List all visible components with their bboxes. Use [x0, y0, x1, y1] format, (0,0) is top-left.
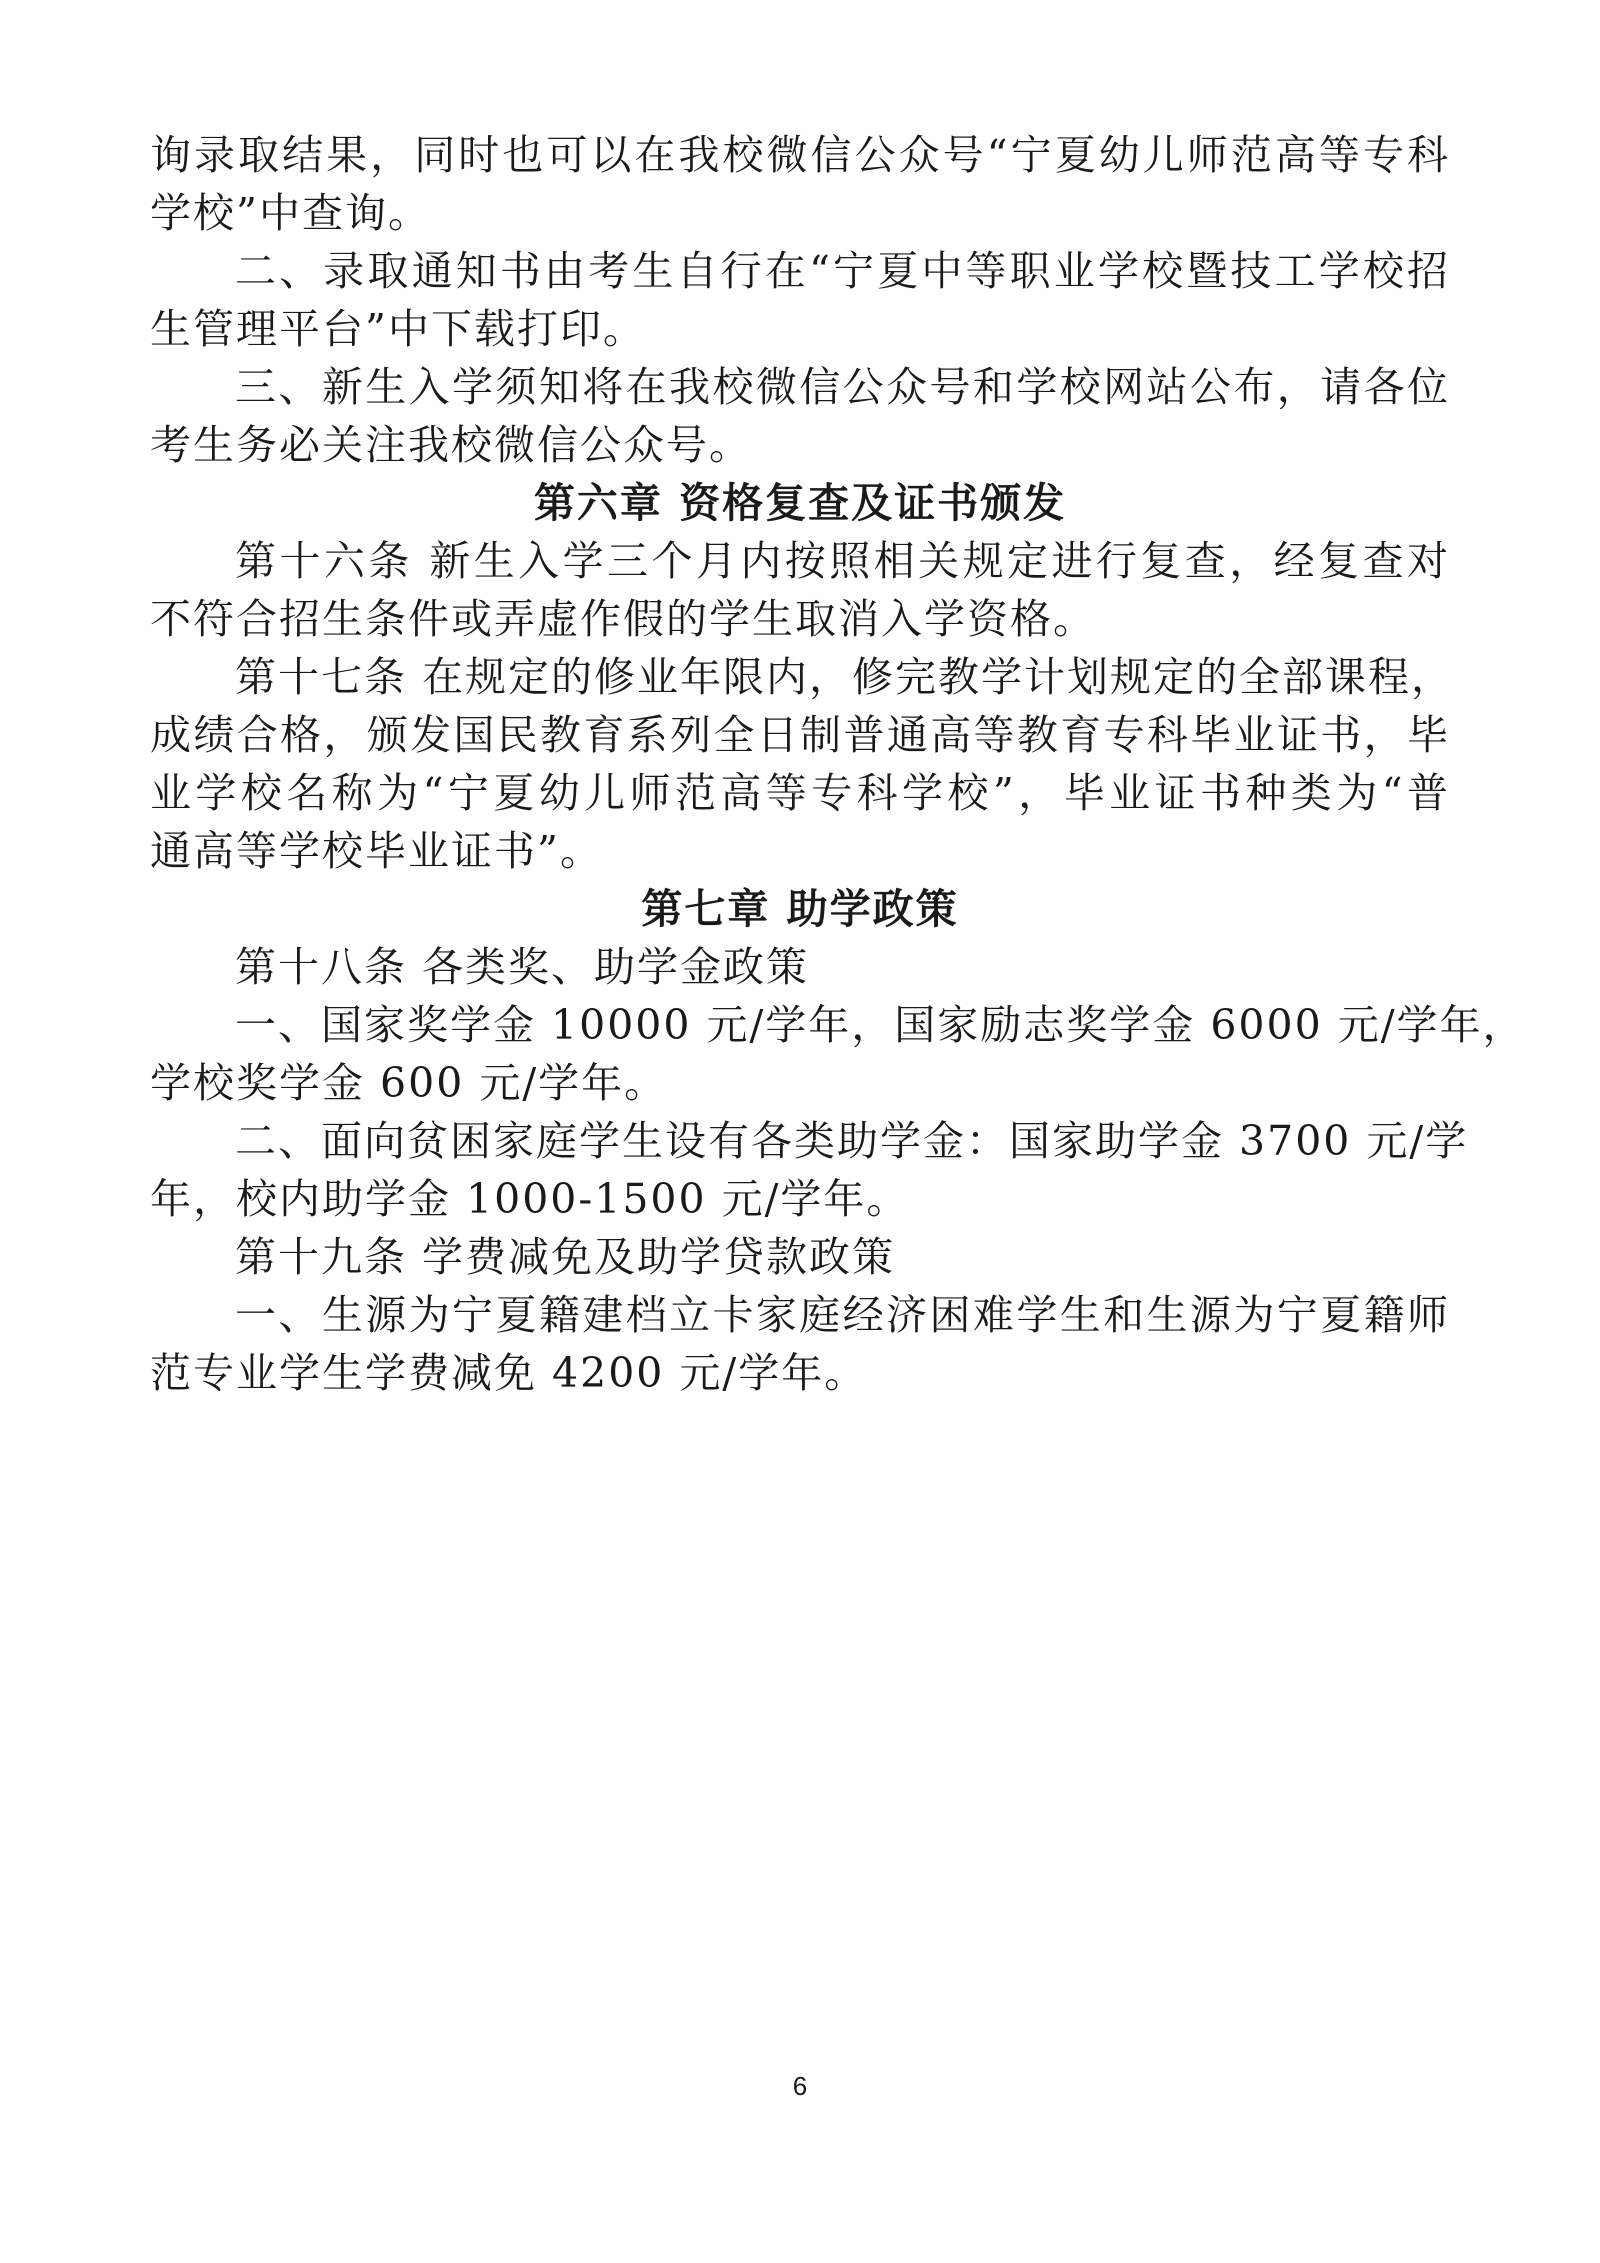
body-line: 不符合招生条件或弄虚作假的学生取消入学资格。	[150, 595, 1096, 643]
body-line: 生管理平台”中下载打印。	[150, 305, 646, 353]
body-line: 一、生源为宁夏籍建档立卡家庭经济困难学生和生源为宁夏籍师	[235, 1291, 1450, 1339]
body-line: 考生务必关注我校微信公众号。	[150, 421, 752, 469]
body-line: 第十七条 在规定的修业年限内，修完教学计划规定的全部课程，	[235, 653, 1455, 701]
body-line: 询录取结果，同时也可以在我校微信公众号“宁夏幼儿师范高等专科	[150, 131, 1450, 179]
body-line: 二、面向贫困家庭学生设有各类助学金：国家助学金 3700 元/学	[235, 1117, 1469, 1165]
body-line: 三、新生入学须知将在我校微信公众号和学校网站公布，请各位	[235, 363, 1450, 411]
chapter-heading: 第六章 资格复查及证书颁发	[533, 479, 1067, 527]
body-line: 范专业学生学费减免 4200 元/学年。	[150, 1349, 868, 1397]
chapter-heading: 第七章 助学政策	[641, 885, 959, 933]
body-line: 第十九条 学费减免及助学贷款政策	[235, 1233, 896, 1281]
page-number: 6	[792, 2071, 808, 2101]
body-line: 一、国家奖学金 10000 元/学年，国家励志奖学金 6000 元/学年，	[235, 1001, 1526, 1049]
body-line: 第十八条 各类奖、助学金政策	[235, 943, 810, 991]
body-line: 二、录取通知书由考生自行在“宁夏中等职业学校暨技工学校招	[235, 247, 1450, 295]
body-line: 业学校名称为“宁夏幼儿师范高等专科学校”，毕业证书种类为“普	[150, 769, 1450, 817]
body-line: 学校奖学金 600 元/学年。	[150, 1059, 668, 1107]
body-line: 学校”中查询。	[150, 189, 431, 237]
body-line: 年，校内助学金 1000-1500 元/学年。	[150, 1175, 910, 1223]
body-line: 第十六条 新生入学三个月内按照相关规定进行复查，经复查对	[235, 537, 1450, 585]
body-line: 通高等学校毕业证书”。	[150, 827, 603, 875]
body-line: 成绩合格，颁发国民教育系列全日制普通高等教育专科毕业证书，毕	[150, 711, 1450, 759]
